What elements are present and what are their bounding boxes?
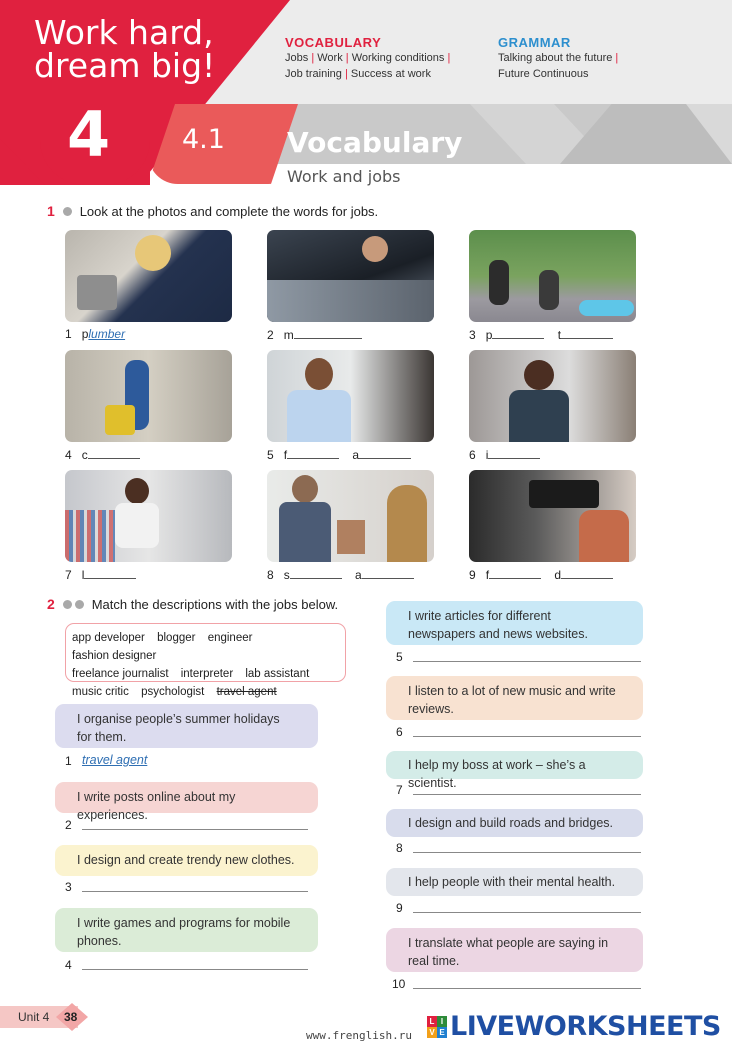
vocab-item: Success at work xyxy=(350,68,431,80)
description-bubble-9: I help people with their mental health. xyxy=(386,868,643,896)
blank-9a[interactable] xyxy=(489,567,541,579)
description-bubble-10: I translate what people are saying in real time. xyxy=(386,928,643,972)
word: music critic xyxy=(72,686,129,698)
answer-input-8[interactable] xyxy=(413,852,641,853)
unit-number: 4 xyxy=(67,98,111,171)
blank-7[interactable] xyxy=(84,567,136,579)
vocabulary-section: VOCABULARY Jobs | Work | Working conditions | Job training | Success at work xyxy=(285,35,451,80)
answer-input-6[interactable] xyxy=(413,736,641,737)
blank-3a[interactable] xyxy=(492,327,544,339)
lesson-subtitle: Work and jobs xyxy=(287,167,401,186)
lesson-title: Vocabulary xyxy=(287,126,463,159)
answer-number-8: 8 xyxy=(396,841,403,855)
answer-number-2: 2 xyxy=(65,818,72,832)
exercise-2-heading: 2 Match the descriptions with the jobs below. xyxy=(47,596,339,612)
caption-7: 7 l xyxy=(65,567,136,582)
caption-9: 9 f d xyxy=(469,567,613,582)
vocab-item: Working conditions xyxy=(351,52,445,64)
description-bubble-8: I design and build roads and bridges. xyxy=(386,809,643,837)
lesson-number: 4.1 xyxy=(182,124,225,155)
word: blogger xyxy=(157,632,196,644)
answer-input-1[interactable]: travel agent xyxy=(82,753,148,767)
unit-label: Unit 4 xyxy=(18,1010,50,1024)
blank-3b[interactable] xyxy=(561,327,613,339)
caption-5: 5 f a xyxy=(267,447,411,462)
answer-number-9: 9 xyxy=(396,901,403,915)
photo-influencer xyxy=(469,350,636,442)
blank-5b[interactable] xyxy=(359,447,411,459)
answer-input-2[interactable] xyxy=(82,829,308,830)
caption-1: 1 plumber xyxy=(65,327,126,341)
word: psychologist xyxy=(141,686,205,698)
word: lab assistant xyxy=(245,668,310,680)
blank-9b[interactable] xyxy=(561,567,613,579)
grammar-item: Future Continuous xyxy=(498,68,589,80)
description-bubble-1: I organise people’s summer holidays for them. xyxy=(55,704,318,748)
photo-personal-trainer xyxy=(469,230,636,322)
word: interpreter xyxy=(180,668,234,680)
page-number: 38 xyxy=(64,1010,78,1024)
unit-title: Work hard, dream big! xyxy=(34,13,216,85)
answer-number-7: 7 xyxy=(396,783,403,797)
word: app developer xyxy=(72,632,145,644)
blank-8a[interactable] xyxy=(290,567,342,579)
answer-number-6: 6 xyxy=(396,725,403,739)
description-bubble-6: I listen to a lot of new music and write reviews. xyxy=(386,676,643,720)
description-bubble-4: I write games and programs for mobile phones. xyxy=(55,908,318,952)
blank-2[interactable] xyxy=(294,327,362,339)
caption-8: 8 s a xyxy=(267,567,414,582)
liveworksheets-logo[interactable]: LIVEWORKSHEETS xyxy=(450,1011,721,1042)
caption-2: 2 m xyxy=(267,327,362,342)
word: fashion designer xyxy=(72,650,157,662)
caption-3: 3 p t xyxy=(469,327,613,342)
site-url[interactable]: www.frenglish.ru xyxy=(306,1029,412,1042)
answer-number-3: 3 xyxy=(65,880,72,894)
exercise-2-instruction: Match the descriptions with the jobs below. xyxy=(91,597,339,612)
word: engineer xyxy=(207,632,253,644)
answer-input-7[interactable] xyxy=(413,794,641,795)
answer-input-10[interactable] xyxy=(413,988,641,989)
caption-6: 6 i xyxy=(469,447,540,462)
caption-4: 4 c xyxy=(65,447,140,462)
description-bubble-2: I write posts online about my experiences. xyxy=(55,782,318,813)
vocab-item: Job training xyxy=(285,68,342,80)
answer-input-9[interactable] xyxy=(413,912,641,913)
liveworksheets-badge: L I V E xyxy=(427,1016,447,1038)
photo-shop-assistant xyxy=(267,470,434,562)
description-bubble-7: I help my boss at work – she’s a scientist. xyxy=(386,751,643,779)
vocab-item: Jobs xyxy=(285,52,309,64)
grammar-section: GRAMMAR Talking about the future | Future Continuous xyxy=(498,35,619,80)
exercise-1-heading: 1 Look at the photos and complete the words for jobs. xyxy=(47,203,379,219)
vocab-item: Work xyxy=(317,52,343,64)
blank-8b[interactable] xyxy=(362,567,414,579)
blank-5a[interactable] xyxy=(287,447,339,459)
answer-input-4[interactable] xyxy=(82,969,308,970)
photo-mechanic xyxy=(267,230,434,322)
blank-6[interactable] xyxy=(488,447,540,459)
answer-input-5[interactable] xyxy=(413,661,641,662)
photo-film-director xyxy=(469,470,636,562)
word-used: travel agent xyxy=(216,686,277,698)
word-box xyxy=(65,623,346,698)
grammar-item: Talking about the future xyxy=(498,52,613,64)
photo-cleaner xyxy=(65,350,232,442)
answer-1[interactable]: lumber xyxy=(88,327,126,341)
word: freelance journalist xyxy=(72,668,169,680)
photo-plumber xyxy=(65,230,232,322)
description-bubble-5: I write articles for different newspapers and news websites. xyxy=(386,601,643,645)
photo-flight-attendant xyxy=(267,350,434,442)
exercise-1-instruction: Look at the photos and complete the words for jobs. xyxy=(79,204,379,219)
description-bubble-3: I design and create trendy new clothes. xyxy=(55,845,318,876)
answer-number-4: 4 xyxy=(65,958,72,972)
photo-librarian xyxy=(65,470,232,562)
answer-input-3[interactable] xyxy=(82,891,308,892)
answer-number-5: 5 xyxy=(396,650,403,664)
blank-4[interactable] xyxy=(88,447,140,459)
grammar-heading: GRAMMAR xyxy=(498,35,571,50)
answer-number-10: 10 xyxy=(392,977,406,991)
vocabulary-heading: VOCABULARY xyxy=(285,35,382,50)
answer-number-1: 1 xyxy=(65,754,72,768)
